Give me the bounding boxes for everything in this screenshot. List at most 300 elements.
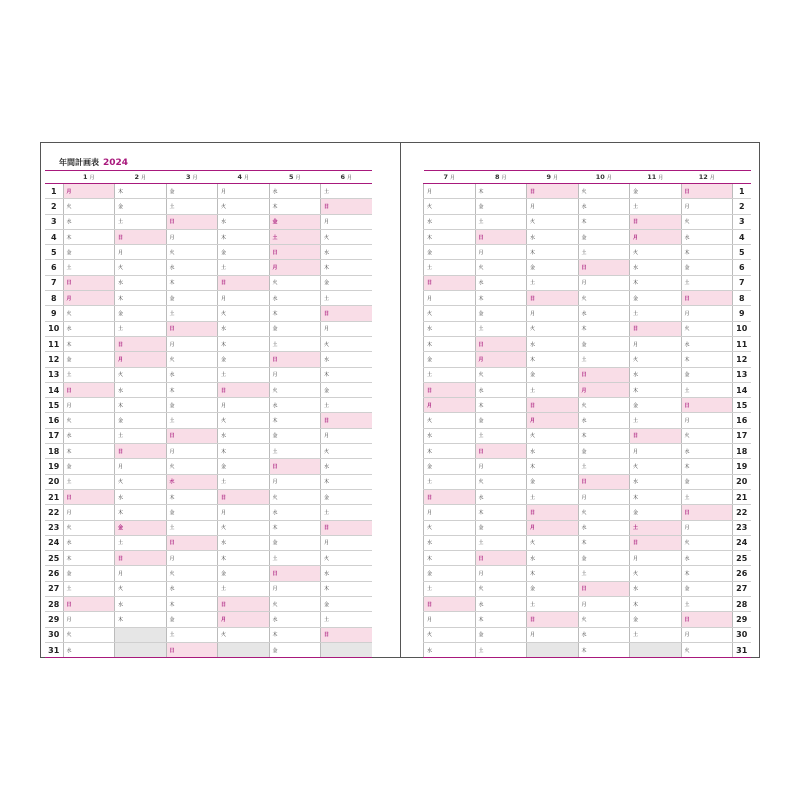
- day-cell[interactable]: [218, 229, 270, 244]
- day-cell[interactable]: [63, 199, 115, 214]
- day-cell[interactable]: [681, 597, 733, 612]
- day-cell[interactable]: [475, 551, 527, 566]
- day-cell[interactable]: [527, 367, 579, 382]
- day-cell[interactable]: [475, 184, 527, 199]
- day-cell[interactable]: [166, 505, 218, 520]
- day-cell[interactable]: [527, 444, 579, 459]
- day-cell[interactable]: [424, 566, 476, 581]
- day-cell[interactable]: [115, 352, 167, 367]
- empty-day-cell[interactable]: [218, 642, 270, 657]
- day-cell[interactable]: [166, 612, 218, 627]
- day-cell[interactable]: [218, 520, 270, 535]
- day-cell[interactable]: [527, 612, 579, 627]
- day-cell[interactable]: [475, 382, 527, 397]
- day-cell[interactable]: [475, 428, 527, 443]
- day-cell[interactable]: [218, 444, 270, 459]
- day-cell[interactable]: [424, 199, 476, 214]
- day-cell[interactable]: [115, 505, 167, 520]
- day-cell[interactable]: [63, 642, 115, 657]
- day-cell[interactable]: [424, 597, 476, 612]
- day-cell[interactable]: [578, 184, 630, 199]
- day-cell[interactable]: [527, 260, 579, 275]
- day-cell[interactable]: [218, 489, 270, 504]
- day-cell[interactable]: [475, 398, 527, 413]
- day-cell[interactable]: [424, 275, 476, 290]
- day-cell[interactable]: [218, 184, 270, 199]
- day-cell[interactable]: [321, 291, 373, 306]
- day-cell[interactable]: [475, 627, 527, 642]
- day-cell[interactable]: [527, 398, 579, 413]
- day-cell[interactable]: [681, 551, 733, 566]
- day-cell[interactable]: [218, 245, 270, 260]
- day-cell[interactable]: [63, 444, 115, 459]
- day-cell[interactable]: [681, 474, 733, 489]
- day-cell[interactable]: [166, 489, 218, 504]
- day-cell[interactable]: [115, 428, 167, 443]
- day-cell[interactable]: [269, 551, 321, 566]
- day-cell[interactable]: [321, 566, 373, 581]
- day-cell[interactable]: [475, 489, 527, 504]
- day-cell[interactable]: [578, 336, 630, 351]
- day-cell[interactable]: [527, 245, 579, 260]
- day-cell[interactable]: [269, 612, 321, 627]
- day-cell[interactable]: [578, 428, 630, 443]
- day-cell[interactable]: [166, 444, 218, 459]
- day-cell[interactable]: [115, 260, 167, 275]
- day-cell[interactable]: [475, 566, 527, 581]
- day-cell[interactable]: [269, 245, 321, 260]
- empty-day-cell[interactable]: [115, 627, 167, 642]
- day-cell[interactable]: [475, 291, 527, 306]
- day-cell[interactable]: [218, 413, 270, 428]
- day-cell[interactable]: [527, 229, 579, 244]
- day-cell[interactable]: [424, 291, 476, 306]
- day-cell[interactable]: [166, 321, 218, 336]
- day-cell[interactable]: [63, 306, 115, 321]
- day-cell[interactable]: [269, 336, 321, 351]
- day-cell[interactable]: [475, 535, 527, 550]
- day-cell[interactable]: [527, 535, 579, 550]
- day-cell[interactable]: [321, 627, 373, 642]
- day-cell[interactable]: [630, 352, 682, 367]
- day-cell[interactable]: [681, 214, 733, 229]
- day-cell[interactable]: [424, 184, 476, 199]
- day-cell[interactable]: [630, 245, 682, 260]
- day-cell[interactable]: [218, 306, 270, 321]
- day-cell[interactable]: [63, 321, 115, 336]
- day-cell[interactable]: [527, 413, 579, 428]
- day-cell[interactable]: [527, 199, 579, 214]
- day-cell[interactable]: [424, 367, 476, 382]
- day-cell[interactable]: [527, 581, 579, 596]
- day-cell[interactable]: [475, 321, 527, 336]
- day-cell[interactable]: [578, 535, 630, 550]
- day-cell[interactable]: [424, 413, 476, 428]
- day-cell[interactable]: [475, 352, 527, 367]
- day-cell[interactable]: [630, 336, 682, 351]
- day-cell[interactable]: [321, 551, 373, 566]
- day-cell[interactable]: [321, 229, 373, 244]
- day-cell[interactable]: [166, 551, 218, 566]
- day-cell[interactable]: [166, 581, 218, 596]
- day-cell[interactable]: [321, 581, 373, 596]
- day-cell[interactable]: [424, 489, 476, 504]
- day-cell[interactable]: [681, 459, 733, 474]
- day-cell[interactable]: [166, 229, 218, 244]
- day-cell[interactable]: [424, 382, 476, 397]
- day-cell[interactable]: [424, 428, 476, 443]
- day-cell[interactable]: [321, 275, 373, 290]
- day-cell[interactable]: [578, 413, 630, 428]
- day-cell[interactable]: [321, 398, 373, 413]
- day-cell[interactable]: [630, 260, 682, 275]
- day-cell[interactable]: [63, 352, 115, 367]
- day-cell[interactable]: [115, 612, 167, 627]
- day-cell[interactable]: [218, 275, 270, 290]
- day-cell[interactable]: [681, 336, 733, 351]
- day-cell[interactable]: [681, 535, 733, 550]
- day-cell[interactable]: [269, 214, 321, 229]
- day-cell[interactable]: [115, 214, 167, 229]
- day-cell[interactable]: [269, 184, 321, 199]
- day-cell[interactable]: [475, 612, 527, 627]
- day-cell[interactable]: [424, 444, 476, 459]
- day-cell[interactable]: [630, 382, 682, 397]
- day-cell[interactable]: [115, 199, 167, 214]
- day-cell[interactable]: [218, 291, 270, 306]
- day-cell[interactable]: [475, 444, 527, 459]
- day-cell[interactable]: [475, 199, 527, 214]
- day-cell[interactable]: [630, 444, 682, 459]
- day-cell[interactable]: [269, 291, 321, 306]
- day-cell[interactable]: [115, 459, 167, 474]
- day-cell[interactable]: [115, 520, 167, 535]
- day-cell[interactable]: [115, 413, 167, 428]
- day-cell[interactable]: [321, 306, 373, 321]
- day-cell[interactable]: [424, 398, 476, 413]
- day-cell[interactable]: [269, 275, 321, 290]
- day-cell[interactable]: [681, 352, 733, 367]
- day-cell[interactable]: [166, 627, 218, 642]
- day-cell[interactable]: [630, 612, 682, 627]
- day-cell[interactable]: [527, 291, 579, 306]
- day-cell[interactable]: [475, 260, 527, 275]
- day-cell[interactable]: [218, 398, 270, 413]
- day-cell[interactable]: [527, 428, 579, 443]
- day-cell[interactable]: [321, 489, 373, 504]
- day-cell[interactable]: [166, 291, 218, 306]
- day-cell[interactable]: [424, 505, 476, 520]
- day-cell[interactable]: [63, 214, 115, 229]
- day-cell[interactable]: [321, 260, 373, 275]
- day-cell[interactable]: [166, 336, 218, 351]
- day-cell[interactable]: [578, 260, 630, 275]
- day-cell[interactable]: [630, 214, 682, 229]
- day-cell[interactable]: [218, 352, 270, 367]
- day-cell[interactable]: [166, 520, 218, 535]
- day-cell[interactable]: [269, 505, 321, 520]
- day-cell[interactable]: [681, 291, 733, 306]
- day-cell[interactable]: [269, 199, 321, 214]
- day-cell[interactable]: [166, 367, 218, 382]
- day-cell[interactable]: [321, 597, 373, 612]
- day-cell[interactable]: [269, 444, 321, 459]
- day-cell[interactable]: [269, 489, 321, 504]
- day-cell[interactable]: [63, 489, 115, 504]
- day-cell[interactable]: [630, 474, 682, 489]
- day-cell[interactable]: [269, 459, 321, 474]
- day-cell[interactable]: [63, 581, 115, 596]
- day-cell[interactable]: [630, 413, 682, 428]
- day-cell[interactable]: [115, 489, 167, 504]
- day-cell[interactable]: [218, 459, 270, 474]
- empty-day-cell[interactable]: [630, 642, 682, 657]
- day-cell[interactable]: [269, 474, 321, 489]
- day-cell[interactable]: [218, 260, 270, 275]
- day-cell[interactable]: [218, 627, 270, 642]
- day-cell[interactable]: [218, 535, 270, 550]
- day-cell[interactable]: [218, 214, 270, 229]
- day-cell[interactable]: [269, 398, 321, 413]
- day-cell[interactable]: [424, 642, 476, 657]
- day-cell[interactable]: [115, 551, 167, 566]
- day-cell[interactable]: [424, 229, 476, 244]
- day-cell[interactable]: [321, 535, 373, 550]
- day-cell[interactable]: [424, 321, 476, 336]
- day-cell[interactable]: [321, 413, 373, 428]
- day-cell[interactable]: [166, 459, 218, 474]
- day-cell[interactable]: [269, 321, 321, 336]
- day-cell[interactable]: [321, 520, 373, 535]
- day-cell[interactable]: [630, 321, 682, 336]
- day-cell[interactable]: [115, 581, 167, 596]
- day-cell[interactable]: [321, 612, 373, 627]
- day-cell[interactable]: [218, 367, 270, 382]
- day-cell[interactable]: [681, 260, 733, 275]
- day-cell[interactable]: [269, 520, 321, 535]
- day-cell[interactable]: [475, 520, 527, 535]
- day-cell[interactable]: [578, 306, 630, 321]
- day-cell[interactable]: [475, 275, 527, 290]
- day-cell[interactable]: [269, 428, 321, 443]
- day-cell[interactable]: [63, 382, 115, 397]
- day-cell[interactable]: [321, 245, 373, 260]
- day-cell[interactable]: [115, 321, 167, 336]
- day-cell[interactable]: [115, 229, 167, 244]
- day-cell[interactable]: [424, 459, 476, 474]
- day-cell[interactable]: [578, 199, 630, 214]
- day-cell[interactable]: [681, 275, 733, 290]
- day-cell[interactable]: [527, 321, 579, 336]
- day-cell[interactable]: [630, 520, 682, 535]
- day-cell[interactable]: [681, 505, 733, 520]
- day-cell[interactable]: [527, 306, 579, 321]
- day-cell[interactable]: [63, 229, 115, 244]
- day-cell[interactable]: [681, 199, 733, 214]
- day-cell[interactable]: [424, 535, 476, 550]
- day-cell[interactable]: [63, 428, 115, 443]
- day-cell[interactable]: [527, 214, 579, 229]
- day-cell[interactable]: [321, 321, 373, 336]
- day-cell[interactable]: [166, 306, 218, 321]
- day-cell[interactable]: [681, 398, 733, 413]
- day-cell[interactable]: [681, 489, 733, 504]
- day-cell[interactable]: [578, 398, 630, 413]
- day-cell[interactable]: [321, 474, 373, 489]
- day-cell[interactable]: [630, 367, 682, 382]
- day-cell[interactable]: [63, 535, 115, 550]
- day-cell[interactable]: [630, 428, 682, 443]
- day-cell[interactable]: [321, 336, 373, 351]
- day-cell[interactable]: [475, 214, 527, 229]
- day-cell[interactable]: [115, 291, 167, 306]
- day-cell[interactable]: [681, 321, 733, 336]
- day-cell[interactable]: [424, 520, 476, 535]
- day-cell[interactable]: [630, 597, 682, 612]
- day-cell[interactable]: [630, 306, 682, 321]
- day-cell[interactable]: [218, 505, 270, 520]
- day-cell[interactable]: [321, 214, 373, 229]
- day-cell[interactable]: [269, 229, 321, 244]
- day-cell[interactable]: [321, 444, 373, 459]
- day-cell[interactable]: [218, 566, 270, 581]
- day-cell[interactable]: [63, 245, 115, 260]
- day-cell[interactable]: [527, 566, 579, 581]
- day-cell[interactable]: [63, 260, 115, 275]
- day-cell[interactable]: [630, 581, 682, 596]
- day-cell[interactable]: [321, 428, 373, 443]
- day-cell[interactable]: [218, 474, 270, 489]
- day-cell[interactable]: [527, 489, 579, 504]
- day-cell[interactable]: [115, 382, 167, 397]
- day-cell[interactable]: [166, 566, 218, 581]
- day-cell[interactable]: [63, 459, 115, 474]
- day-cell[interactable]: [424, 306, 476, 321]
- day-cell[interactable]: [475, 229, 527, 244]
- day-cell[interactable]: [166, 199, 218, 214]
- day-cell[interactable]: [166, 398, 218, 413]
- day-cell[interactable]: [681, 367, 733, 382]
- day-cell[interactable]: [475, 367, 527, 382]
- day-cell[interactable]: [527, 551, 579, 566]
- day-cell[interactable]: [475, 581, 527, 596]
- day-cell[interactable]: [527, 184, 579, 199]
- day-cell[interactable]: [269, 306, 321, 321]
- day-cell[interactable]: [269, 566, 321, 581]
- day-cell[interactable]: [115, 398, 167, 413]
- day-cell[interactable]: [630, 505, 682, 520]
- day-cell[interactable]: [63, 367, 115, 382]
- day-cell[interactable]: [681, 184, 733, 199]
- day-cell[interactable]: [681, 612, 733, 627]
- day-cell[interactable]: [424, 352, 476, 367]
- day-cell[interactable]: [578, 642, 630, 657]
- day-cell[interactable]: [630, 398, 682, 413]
- day-cell[interactable]: [218, 321, 270, 336]
- empty-day-cell[interactable]: [115, 642, 167, 657]
- day-cell[interactable]: [578, 597, 630, 612]
- day-cell[interactable]: [578, 321, 630, 336]
- day-cell[interactable]: [578, 474, 630, 489]
- day-cell[interactable]: [630, 184, 682, 199]
- day-cell[interactable]: [115, 535, 167, 550]
- day-cell[interactable]: [681, 520, 733, 535]
- day-cell[interactable]: [578, 352, 630, 367]
- day-cell[interactable]: [269, 581, 321, 596]
- day-cell[interactable]: [630, 627, 682, 642]
- day-cell[interactable]: [63, 474, 115, 489]
- day-cell[interactable]: [630, 535, 682, 550]
- day-cell[interactable]: [527, 474, 579, 489]
- day-cell[interactable]: [63, 566, 115, 581]
- day-cell[interactable]: [269, 597, 321, 612]
- day-cell[interactable]: [578, 551, 630, 566]
- day-cell[interactable]: [424, 245, 476, 260]
- day-cell[interactable]: [218, 581, 270, 596]
- day-cell[interactable]: [578, 489, 630, 504]
- day-cell[interactable]: [630, 459, 682, 474]
- day-cell[interactable]: [475, 642, 527, 657]
- day-cell[interactable]: [630, 199, 682, 214]
- day-cell[interactable]: [63, 505, 115, 520]
- day-cell[interactable]: [578, 505, 630, 520]
- day-cell[interactable]: [630, 275, 682, 290]
- day-cell[interactable]: [166, 428, 218, 443]
- day-cell[interactable]: [424, 627, 476, 642]
- day-cell[interactable]: [630, 229, 682, 244]
- day-cell[interactable]: [578, 444, 630, 459]
- day-cell[interactable]: [681, 566, 733, 581]
- day-cell[interactable]: [269, 627, 321, 642]
- day-cell[interactable]: [166, 535, 218, 550]
- day-cell[interactable]: [166, 642, 218, 657]
- day-cell[interactable]: [115, 566, 167, 581]
- day-cell[interactable]: [527, 597, 579, 612]
- day-cell[interactable]: [630, 291, 682, 306]
- day-cell[interactable]: [63, 627, 115, 642]
- day-cell[interactable]: [681, 229, 733, 244]
- day-cell[interactable]: [218, 199, 270, 214]
- day-cell[interactable]: [166, 260, 218, 275]
- day-cell[interactable]: [578, 581, 630, 596]
- day-cell[interactable]: [115, 367, 167, 382]
- day-cell[interactable]: [166, 352, 218, 367]
- day-cell[interactable]: [269, 642, 321, 657]
- day-cell[interactable]: [321, 367, 373, 382]
- day-cell[interactable]: [424, 260, 476, 275]
- day-cell[interactable]: [578, 382, 630, 397]
- day-cell[interactable]: [63, 520, 115, 535]
- day-cell[interactable]: [63, 398, 115, 413]
- day-cell[interactable]: [63, 597, 115, 612]
- day-cell[interactable]: [578, 214, 630, 229]
- day-cell[interactable]: [475, 413, 527, 428]
- day-cell[interactable]: [578, 627, 630, 642]
- day-cell[interactable]: [218, 382, 270, 397]
- day-cell[interactable]: [269, 535, 321, 550]
- day-cell[interactable]: [166, 474, 218, 489]
- day-cell[interactable]: [424, 214, 476, 229]
- day-cell[interactable]: [218, 597, 270, 612]
- day-cell[interactable]: [681, 627, 733, 642]
- day-cell[interactable]: [578, 612, 630, 627]
- day-cell[interactable]: [218, 551, 270, 566]
- day-cell[interactable]: [321, 505, 373, 520]
- day-cell[interactable]: [578, 245, 630, 260]
- day-cell[interactable]: [63, 184, 115, 199]
- day-cell[interactable]: [527, 520, 579, 535]
- day-cell[interactable]: [475, 245, 527, 260]
